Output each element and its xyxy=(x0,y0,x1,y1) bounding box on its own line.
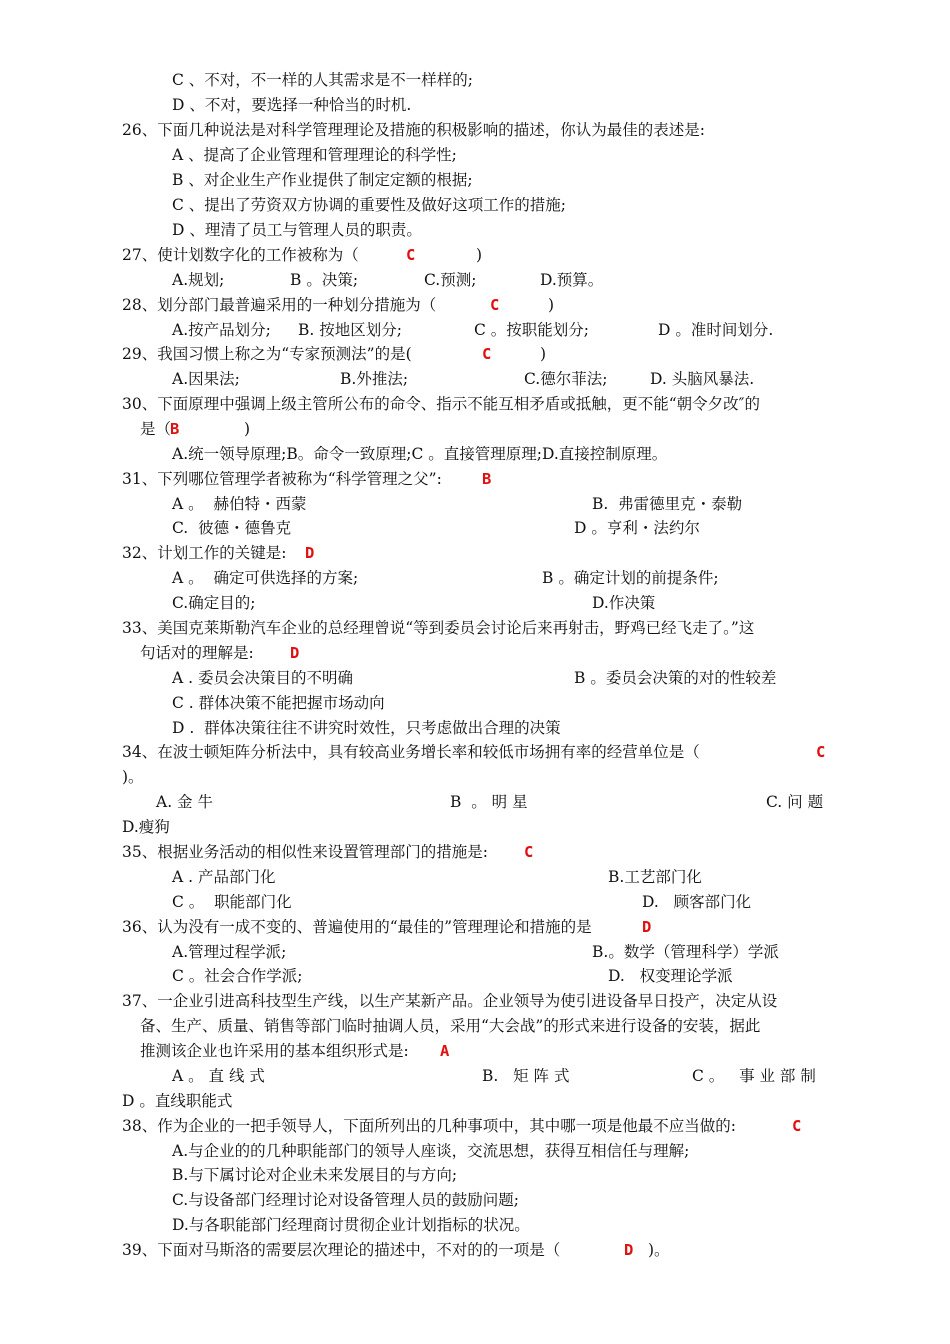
q33-option-b: B 。委员会决策的对的性较差 xyxy=(574,669,777,687)
q29-option-c: C.德尔菲法; xyxy=(524,370,608,388)
q30-answer: B xyxy=(170,420,180,438)
q25-option-d: D 、不对，要选择一种恰当的时机. xyxy=(172,96,412,114)
q33-option-c: C . 群体决策不能把握市场动向 xyxy=(172,694,385,712)
q31-option-c: C. 彼德・德鲁克 xyxy=(172,519,292,537)
q29-stem: 29、我国习惯上称之为“专家预测法”的是( xyxy=(122,345,412,363)
q29-option-b: B.外推法; xyxy=(340,370,409,388)
q37-answer: A xyxy=(440,1042,450,1060)
q35-option-a: A . 产品部门化 xyxy=(172,868,276,886)
q37-stem-cont: 备、生产、质量、销售等部门临时抽调人员，采用“大会战”的形式来进行设备的安装，据此 xyxy=(140,1017,761,1035)
q36-answer: D xyxy=(642,918,652,936)
q27-option-b: B 。决策; xyxy=(290,271,359,289)
q28-answer: C xyxy=(490,296,500,314)
q25-option-c: C 、不对，不一样的人其需求是不一样样的; xyxy=(172,71,474,89)
q27-answer: C xyxy=(406,246,416,264)
q28-option-d: D 。准时间划分. xyxy=(658,321,774,339)
q31-stem: 31、下列哪位管理学者被称为“科学管理之父”: xyxy=(122,470,442,488)
q39-close: )。 xyxy=(648,1241,670,1259)
q35-stem: 35、根据业务活动的相似性来设置管理部门的措施是: xyxy=(122,843,488,861)
q27-option-c: C.预测; xyxy=(424,271,477,289)
q39-answer: D xyxy=(624,1241,634,1259)
q29-answer: C xyxy=(482,345,492,363)
q35-option-b: B.工艺部门化 xyxy=(608,868,702,886)
q29-option-d: D. 头脑风暴法. xyxy=(650,370,755,388)
q34-option-a: A. 金 牛 xyxy=(156,793,213,811)
q36-stem: 36、认为没有一成不变的、普遍使用的“最佳的”管理理论和措施的是 xyxy=(122,918,592,936)
q38-option-c: C.与设备部门经理讨论对设备管理人员的鼓励问题; xyxy=(172,1191,519,1209)
q34-option-d: D.瘦狗 xyxy=(122,818,170,836)
q32-option-c: C.确定目的; xyxy=(172,594,256,612)
q36-option-d: D. 权变理论学派 xyxy=(608,967,733,985)
q30-stem-cont: 是（ xyxy=(140,420,172,438)
q37-stem: 37、一企业引进高科技型生产线，以生产某新产品。企业领导为使引进设备早日投产，决定从设 xyxy=(122,992,778,1010)
q38-option-d: D.与各职能部门经理商讨贯彻企业计划指标的状况。 xyxy=(172,1216,530,1234)
q28-close: ) xyxy=(548,296,555,314)
q39-stem: 39、下面对马斯洛的需要层次理论的描述中，不对的的一项是（ xyxy=(122,1241,561,1259)
q33-option-a: A . 委员会决策目的不明确 xyxy=(172,669,353,687)
q34-option-b: B 。 明 星 xyxy=(450,793,528,811)
q31-option-d: D 。亨利・法约尔 xyxy=(574,519,700,537)
q38-option-a: A.与企业的的几种职能部门的领导人座谈，交流思想，获得互相信任与理解; xyxy=(172,1142,690,1160)
q34-option-c: C. 问 题 xyxy=(766,793,824,811)
q32-option-d: D.作决策 xyxy=(592,594,656,612)
q34-stem: 34、在波士顿矩阵分析法中，具有较高业务增长率和较低市场拥有率的经营单位是（ xyxy=(122,743,700,761)
q36-option-b: B.。数学（管理科学）学派 xyxy=(592,943,779,961)
q37-option-c: C 。 事 业 部 制 xyxy=(692,1067,816,1085)
q26-option-b: B 、对企业生产作业提供了制定定额的根据; xyxy=(172,171,473,189)
q28-option-a: A.按产品划分; xyxy=(172,321,271,339)
q37-stem-cont2: 推测该企业也许采用的基本组织形式是: xyxy=(140,1042,409,1060)
q38-stem: 38、作为企业的一把手领导人，下面所列出的几种事项中，其中哪一项是他最不应当做的: xyxy=(122,1117,736,1135)
q36-option-c: C 。社会合作学派; xyxy=(172,967,303,985)
q26-option-c: C 、提出了劳资双方协调的重要性及做好这项工作的措施; xyxy=(172,196,567,214)
q34-close: )。 xyxy=(122,768,144,786)
q38-answer: C xyxy=(792,1117,802,1135)
q27-option-a: A.规划; xyxy=(172,271,225,289)
q32-stem: 32、计划工作的关键是: xyxy=(122,544,287,562)
q27-option-d: D.预算。 xyxy=(540,271,604,289)
q37-option-d: D 。直线职能式 xyxy=(122,1092,233,1110)
q35-option-d: D. 顾客部门化 xyxy=(642,893,752,911)
q34-answer: C xyxy=(816,743,826,761)
q33-answer: D xyxy=(290,644,300,662)
q33-stem-cont: 句话对的理解是: xyxy=(140,644,254,662)
q35-answer: C xyxy=(524,843,534,861)
q31-answer: B xyxy=(482,470,492,488)
q37-option-b: B. 矩 阵 式 xyxy=(482,1067,570,1085)
q26-option-a: A 、提高了企业管理和管理理论的科学性; xyxy=(172,146,457,164)
q30-options: A.统一领导原理;B。命令一致原理;C 。直接管理原理;D.直接控制原理。 xyxy=(172,445,668,463)
q30-stem: 30、下面原理中强调上级主管所公布的命令、指示不能互相矛盾或抵触，更不能“朝令夕改″的 xyxy=(122,395,760,413)
q27-close: ) xyxy=(476,246,483,264)
q28-stem: 28、划分部门最普遍采用的一种划分措施为（ xyxy=(122,296,437,314)
q26-stem: 26、下面几种说法是对科学管理理论及措施的积极影响的描述，你认为最佳的表述是: xyxy=(122,121,705,139)
q33-option-d: D . 群体决策往往不讲究时效性，只考虑做出合理的决策 xyxy=(172,719,561,737)
q27-stem: 27、使计划数字化的工作被称为（ xyxy=(122,246,359,264)
q32-answer: D xyxy=(305,544,315,562)
q26-option-d: D 、理清了员工与管理人员的职责。 xyxy=(172,221,422,239)
q36-option-a: A.管理过程学派; xyxy=(172,943,287,961)
q29-close: ) xyxy=(540,345,547,363)
q37-option-a: A 。 直 线 式 xyxy=(172,1067,265,1085)
q32-option-a: A 。 确定可供选择的方案; xyxy=(172,569,359,587)
q33-stem: 33、美国克莱斯勒汽车企业的总经理曾说“等到委员会讨论后来再射击，野鸡已经飞走了。”这 xyxy=(122,619,755,637)
q38-option-b: B.与下属讨论对企业未来发展目的与方向; xyxy=(172,1166,458,1184)
q30-close: ) xyxy=(244,420,251,438)
q31-option-b: B. 弗雷德里克・泰勒 xyxy=(592,495,743,513)
q29-option-a: A.因果法; xyxy=(172,370,240,388)
q28-option-b: B. 按地区划分; xyxy=(298,321,402,339)
q28-option-c: C 。按职能划分; xyxy=(474,321,590,339)
q31-option-a: A 。 赫伯特・西蒙 xyxy=(172,495,307,513)
q32-option-b: B 。确定计划的前提条件; xyxy=(542,569,719,587)
q35-option-c: C 。 职能部门化 xyxy=(172,893,292,911)
